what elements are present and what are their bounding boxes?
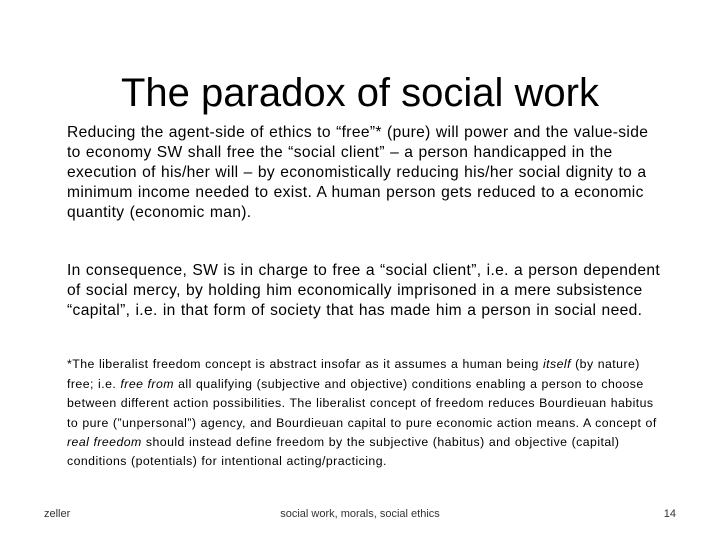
- footnote-italic-real-freedom: real freedom: [67, 434, 142, 449]
- footnote-italic-itself: itself: [542, 357, 571, 372]
- footer-author: zeller: [44, 508, 71, 520]
- footer-page-number: 14: [663, 508, 676, 520]
- paragraph-consequence: In consequence, SW is in charge to free a “social client”, i.e. a person dependent of social mercy, by holding him economically imprisoned in a mere subsistence “capital”, i.e. in that form of society that has made him a person in social need.: [67, 261, 661, 319]
- paragraph-agent-side: Reducing the agent-side of ethics to “free”* (pure) will power and the value-side to economy SW shall free the “social client” – a person handicapped in the execution of his/her will – by economistically reducing his/her social dignity to a minimum income needed to exist. A human person gets reduced to a economic quantity (economic man).: [67, 123, 649, 221]
- footnote-text-2: (by nature) free; i.e.: [67, 357, 640, 391]
- slide-title: The paradox of social work: [120, 70, 599, 115]
- footnote-liberalist-freedom: [67, 355, 661, 471]
- footnote-text-3: all qualifying (subjective and objective) conditions enabling a person to choose between different action possibilities. The liberalist concept of freedom reduces Bourdieuan habitus to pure (”unpersonal”) agency, and Bourdieuan capital to pure economic action means. A concept of: [67, 376, 657, 430]
- footnote-text-1: *The liberalist freedom concept is abstract insofar as it assumes a human being: [67, 357, 543, 372]
- footnote-italic-free-from: free from: [120, 376, 174, 391]
- footer-topic: social work, morals, social ethics: [280, 508, 440, 520]
- footnote-text-4: should instead define freedom by the subjective (habitus) and objective (capital) conditions (potentials) for intentional acting/practicing.: [67, 434, 620, 469]
